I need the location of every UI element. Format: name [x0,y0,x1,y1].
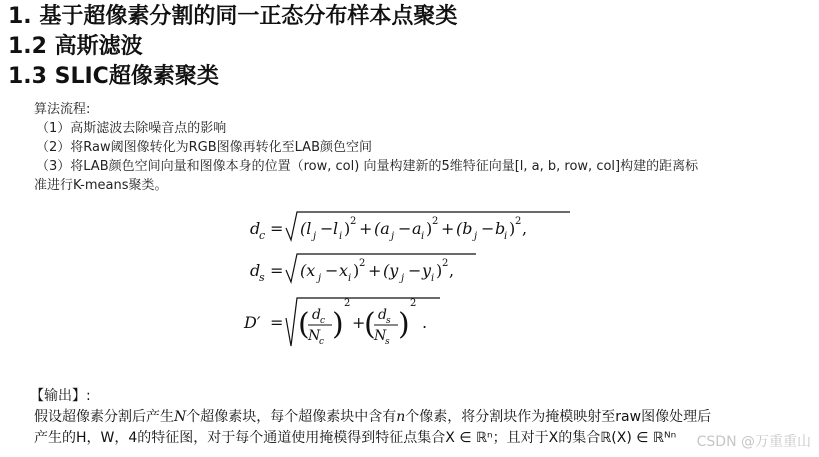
svg-text:2: 2 [432,216,439,227]
svg-text:j: j [474,231,478,242]
distance-formula-image [240,206,580,356]
svg-text:i: i [504,231,508,242]
svg-text:): ) [426,219,433,238]
csdn-watermark: CSDN @万重重山 [696,434,811,450]
svg-text:=: = [270,219,284,238]
svg-text:j: j [401,273,405,284]
svg-text:=: = [270,313,284,332]
svg-text:i: i [431,273,435,284]
svg-text:2: 2 [515,216,522,227]
algorithm-title: 算法流程: [34,102,91,117]
output-line-1 [34,407,809,428]
output-line-1-part-a: 假设超像素分割后产生 [34,409,174,425]
algorithm-step-2: （2）将Raw阈图像转化为RGB图像再转化至LAB颜色空间 [36,140,372,155]
svg-text:.: . [422,313,428,332]
svg-text:N: N [308,328,321,344]
svg-text:2: 2 [359,258,366,269]
section-heading-1-3: 1.3 SLIC超像素聚类 [8,64,219,89]
svg-text:j: j [313,231,317,242]
section-heading-1-2: 1.2 高斯滤波 [8,34,143,59]
svg-text:2: 2 [350,216,357,227]
svg-text:+: + [441,219,455,238]
svg-text:D′: D′ [244,313,261,332]
svg-text:i: i [339,231,343,242]
svg-text:,: , [522,219,528,238]
svg-text:−: − [481,219,495,238]
svg-text:=: = [270,261,284,280]
svg-text:l: l [333,219,339,238]
svg-text:N: N [374,328,387,344]
svg-text:d: d [312,307,321,323]
svg-text:y: y [422,261,432,280]
svg-text:): ) [344,219,351,238]
svg-text:(l: (l [300,219,312,238]
svg-text:2: 2 [442,258,449,269]
svg-text:2: 2 [410,298,417,309]
svg-text:2: 2 [344,298,351,309]
output-line-1-part-c: 个像素，将分割块作为掩模映射至raw图像处理后 [405,409,712,425]
svg-text:i: i [348,273,352,284]
output-line-2: 产生的H，W，4的特征图，对于每个通道使用掩模得到特征点集合X ∈ ℝⁿ；且对于X的集合ℝ(X) ∈ ℝᴺⁿ [34,430,677,446]
svg-text:s: s [259,271,265,284]
svg-text:−: − [325,261,339,280]
svg-text:): ) [332,307,344,342]
svg-text:(a: (a [374,219,390,238]
svg-text:): ) [509,219,516,238]
svg-text:d: d [250,219,261,238]
svg-text:s: s [385,337,390,347]
svg-text:+: + [359,219,373,238]
svg-text:(y: (y [383,261,399,280]
output-line-1-part-b: 个超像素块，每个超像素块中含有 [186,409,397,425]
svg-text:j: j [318,273,322,284]
svg-text:): ) [398,307,410,342]
svg-text:−: − [398,219,412,238]
algorithm-step-3-line-2: 准进行K-means聚类。 [34,178,168,193]
svg-text:c: c [259,229,266,242]
svg-text:): ) [353,261,360,280]
svg-text:c: c [320,316,326,326]
svg-text:j: j [391,231,395,242]
algorithm-description [34,100,804,195]
svg-text:s: s [386,316,391,326]
svg-text:(b: (b [456,219,473,238]
svg-text:(: ( [364,307,376,342]
output-description [30,386,809,449]
superpixel-count-variable: N [174,409,187,425]
svg-text:(: ( [298,307,310,342]
svg-text:,: , [449,261,455,280]
svg-text:c: c [319,337,325,347]
svg-text:(x: (x [300,261,316,280]
algorithm-step-1: （1）高斯滤波去除噪音点的影响 [36,121,227,136]
output-title: 【输出】: [30,388,91,404]
pixel-count-variable: n [396,409,406,425]
section-heading-1: 1. 基于超像素分割的同一正态分布样本点聚类 [8,4,458,29]
svg-text:i: i [421,231,425,242]
svg-text:): ) [436,261,443,280]
svg-text:d: d [250,261,261,280]
svg-text:−: − [408,261,422,280]
svg-text:b: b [495,219,506,238]
algorithm-step-3-line-1: （3）将LAB颜色空间向量和图像本身的位置（row, col) 向量构建新的5维特征向量[l, a, b, row, col]构建的距离标 [36,159,699,174]
svg-text:+: + [368,261,382,280]
svg-text:a: a [412,219,422,238]
svg-text:x: x [339,261,349,280]
svg-text:−: − [320,219,334,238]
svg-text:d: d [378,307,387,323]
svg-text:+: + [352,313,366,332]
